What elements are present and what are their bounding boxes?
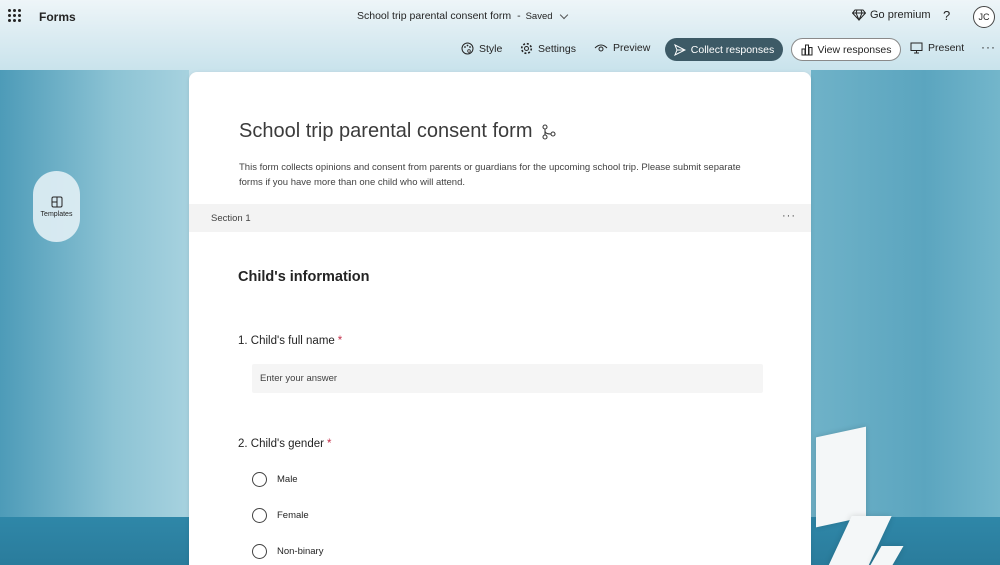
app-launcher-icon[interactable] (8, 9, 22, 23)
settings-button[interactable] (520, 42, 576, 55)
section-title[interactable]: Child's information (238, 269, 370, 285)
palette-icon (461, 42, 474, 55)
question-text: 2. Child's gender (238, 438, 324, 450)
preview-label: Preview (613, 42, 651, 54)
section-label: Section 1 (211, 213, 251, 224)
background-paper-shape (816, 427, 866, 528)
option-label: Female (277, 510, 309, 521)
avatar[interactable]: JC (973, 6, 995, 28)
settings-label: Settings (538, 42, 576, 55)
child-full-name-input[interactable] (252, 364, 763, 393)
gear-icon (520, 42, 533, 55)
radio-button[interactable] (252, 472, 267, 487)
background-wall-left (0, 70, 189, 517)
form-description[interactable]: This form collects opinions and consent from parents or guardians for the upcoming school trip. Please submit separate forms if you have more than one child who will attend. (239, 162, 741, 188)
view-responses-label: View responses (817, 43, 892, 56)
templates-button[interactable] (33, 171, 80, 242)
radio-button[interactable] (252, 508, 267, 523)
bar-chart-icon (801, 44, 813, 56)
chevron-down-icon (559, 10, 567, 18)
form-title-row[interactable] (239, 120, 556, 143)
go-premium-label: Go premium (870, 9, 931, 21)
option-label: Non-binary (277, 546, 324, 557)
style-label: Style (479, 42, 503, 55)
form-title: School trip parental consent form (239, 120, 533, 142)
gender-option-female[interactable] (252, 508, 309, 523)
form-card (189, 72, 811, 565)
eye-icon (594, 43, 608, 53)
app-name[interactable]: Forms (39, 10, 76, 24)
template-layout-icon (51, 196, 63, 208)
required-asterisk: * (337, 335, 343, 347)
question-text: 1. Child's full name (238, 335, 335, 347)
section-more-icon[interactable]: ··· (782, 210, 796, 222)
collect-responses-button[interactable] (665, 38, 783, 61)
option-label: Male (277, 474, 298, 485)
diamond-icon (852, 9, 866, 21)
branching-icon[interactable] (542, 124, 556, 140)
style-button[interactable] (461, 42, 502, 55)
present-button[interactable] (910, 42, 964, 54)
title-separator: - (517, 10, 521, 22)
save-status: Saved (525, 10, 553, 22)
collect-responses-label: Collect responses (690, 43, 775, 56)
radio-button[interactable] (252, 544, 267, 559)
templates-label: Templates (40, 210, 73, 218)
gender-option-male[interactable] (252, 472, 298, 487)
help-icon[interactable]: ? (943, 8, 951, 23)
send-icon (674, 44, 686, 56)
section-header (189, 204, 811, 232)
more-options-icon[interactable]: ··· (981, 40, 996, 54)
present-label: Present (928, 42, 965, 54)
question-1-label[interactable] (238, 335, 342, 347)
app-header (0, 0, 1000, 34)
view-responses-button[interactable] (791, 38, 901, 61)
gender-option-non-binary[interactable] (252, 544, 323, 559)
form-title-menu[interactable] (357, 10, 567, 22)
monitor-icon (910, 42, 923, 54)
go-premium-button[interactable] (852, 9, 931, 21)
question-2-label[interactable] (238, 438, 331, 450)
header-form-title: School trip parental consent form (357, 10, 512, 22)
toolbar (0, 38, 1000, 62)
required-asterisk: * (326, 438, 332, 450)
preview-button[interactable] (594, 42, 650, 54)
